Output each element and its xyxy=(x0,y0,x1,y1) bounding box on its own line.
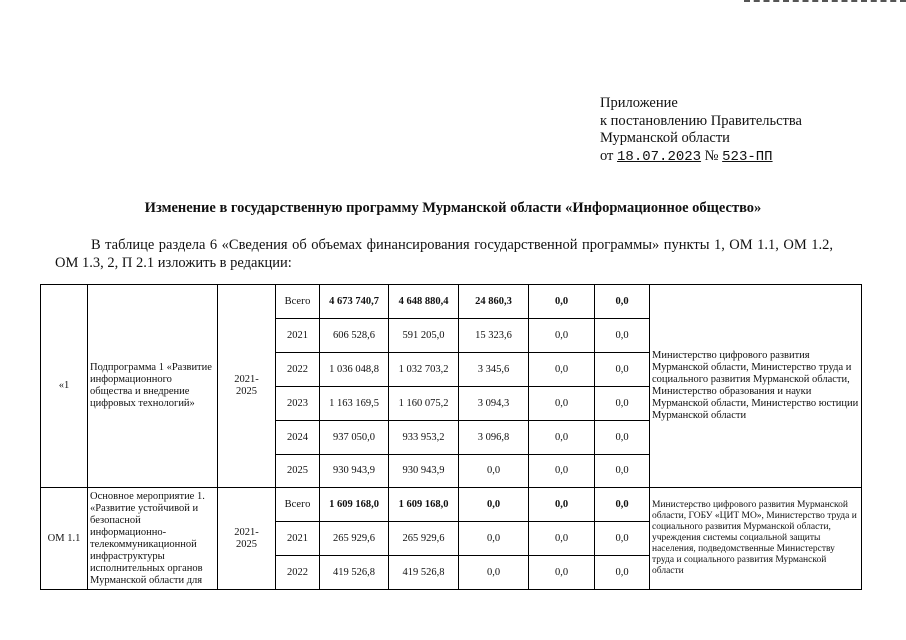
activity-code: ОМ 1.1 xyxy=(41,488,88,590)
value-cell: 0,0 xyxy=(459,455,529,488)
program-name: Подпрограмма 1 «Развитие информационного общества и внедрение цифровых технологий» xyxy=(88,285,218,488)
intro-paragraph: В таблице раздела 6 «Сведения об объемах финансирования государственной программы» пункты 1, ОМ 1.1, ОМ 1.2, ОМ 1.3, 2, П 2.1 изложить в редакции: xyxy=(55,237,833,271)
value-cell: 0,0 xyxy=(595,319,650,353)
activity-period: 2021- 2025 xyxy=(218,488,276,590)
scan-corner-mark xyxy=(744,0,906,8)
table-row xyxy=(41,488,862,522)
value-cell: 930 943,9 xyxy=(320,455,389,488)
value-cell: 591 205,0 xyxy=(389,319,459,353)
value-cell: 0,0 xyxy=(529,285,595,319)
value-cell: 24 860,3 xyxy=(459,285,529,319)
value-cell: 0,0 xyxy=(595,488,650,522)
appendix-date-line xyxy=(600,148,802,167)
table-row xyxy=(41,285,862,319)
value-cell: 1 032 703,2 xyxy=(389,353,459,387)
value-cell: 0,0 xyxy=(529,488,595,522)
appendix-header xyxy=(600,95,802,166)
value-cell: 1 036 048,8 xyxy=(320,353,389,387)
value-cell: 4 673 740,7 xyxy=(320,285,389,319)
financing-table xyxy=(40,284,862,590)
document-title: Изменение в государственную программу Мурманской области «Информационное общество» xyxy=(144,200,762,216)
value-cell: 0,0 xyxy=(529,319,595,353)
value-cell: 0,0 xyxy=(595,387,650,421)
value-cell: 0,0 xyxy=(529,556,595,590)
value-cell: 419 526,8 xyxy=(389,556,459,590)
value-cell: 0,0 xyxy=(595,285,650,319)
value-cell: 0,0 xyxy=(529,455,595,488)
value-cell: 0,0 xyxy=(529,353,595,387)
value-cell: 3 096,8 xyxy=(459,421,529,455)
year-cell: 2021 xyxy=(276,319,320,353)
value-cell: 1 609 168,0 xyxy=(389,488,459,522)
value-cell: 0,0 xyxy=(529,522,595,556)
value-cell: 1 160 075,2 xyxy=(389,387,459,421)
value-cell: 1 609 168,0 xyxy=(320,488,389,522)
program-code: «1 xyxy=(41,285,88,488)
appendix-line-2: к постановлению Правительства xyxy=(600,112,802,129)
year-cell: 2024 xyxy=(276,421,320,455)
year-cell: Всего xyxy=(276,488,320,522)
value-cell: 15 323,6 xyxy=(459,319,529,353)
value-cell: 0,0 xyxy=(595,556,650,590)
value-cell: 0,0 xyxy=(459,522,529,556)
appendix-line-1: Приложение xyxy=(600,95,678,111)
value-cell: 0,0 xyxy=(529,421,595,455)
value-cell: 0,0 xyxy=(459,488,529,522)
value-cell: 937 050,0 xyxy=(320,421,389,455)
value-cell: 0,0 xyxy=(595,353,650,387)
value-cell: 0,0 xyxy=(529,387,595,421)
value-cell: 265 929,6 xyxy=(320,522,389,556)
value-cell: 930 943,9 xyxy=(389,455,459,488)
year-cell: 2023 xyxy=(276,387,320,421)
value-cell: 933 953,2 xyxy=(389,421,459,455)
value-cell: 0,0 xyxy=(595,455,650,488)
resolution-number: 523-ПП xyxy=(722,148,773,165)
program-executors: Министерство цифрового развития Мурманской области, Министерство труда и социального развития Мурманской области, Министерство образования и науки Мурманской области, Министерство юстиции Мурманской области xyxy=(650,285,862,488)
year-cell: 2022 xyxy=(276,556,320,590)
value-cell: 419 526,8 xyxy=(320,556,389,590)
value-cell: 606 528,6 xyxy=(320,319,389,353)
activity-executors: Министерство цифрового развития Мурманской области, ГОБУ «ЦИТ МО», Министерство труда и социального развития Мурманской области, учреждения системы социальной защиты населения, подведомственные Министерству труда и социального развития Мурманской области xyxy=(650,488,862,590)
activity-name: Основное мероприятие 1. «Развитие устойчивой и безопасной информационно-телекоммуникационной инфраструктуры исполнительных органов Мурманской области для xyxy=(88,488,218,590)
resolution-date: 18.07.2023 xyxy=(617,148,702,165)
year-cell: Всего xyxy=(276,285,320,319)
value-cell: 265 929,6 xyxy=(389,522,459,556)
value-cell: 0,0 xyxy=(595,421,650,455)
appendix-line-3: Мурманской области xyxy=(600,130,730,146)
year-cell: 2022 xyxy=(276,353,320,387)
year-cell: 2025 xyxy=(276,455,320,488)
value-cell: 4 648 880,4 xyxy=(389,285,459,319)
program-period: 2021- 2025 xyxy=(218,285,276,488)
value-cell: 1 163 169,5 xyxy=(320,387,389,421)
value-cell: 3 094,3 xyxy=(459,387,529,421)
value-cell: 0,0 xyxy=(595,522,650,556)
date-prefix: от xyxy=(600,147,614,164)
year-cell: 2021 xyxy=(276,522,320,556)
number-prefix: № xyxy=(704,147,719,164)
value-cell: 0,0 xyxy=(459,556,529,590)
value-cell: 3 345,6 xyxy=(459,353,529,387)
